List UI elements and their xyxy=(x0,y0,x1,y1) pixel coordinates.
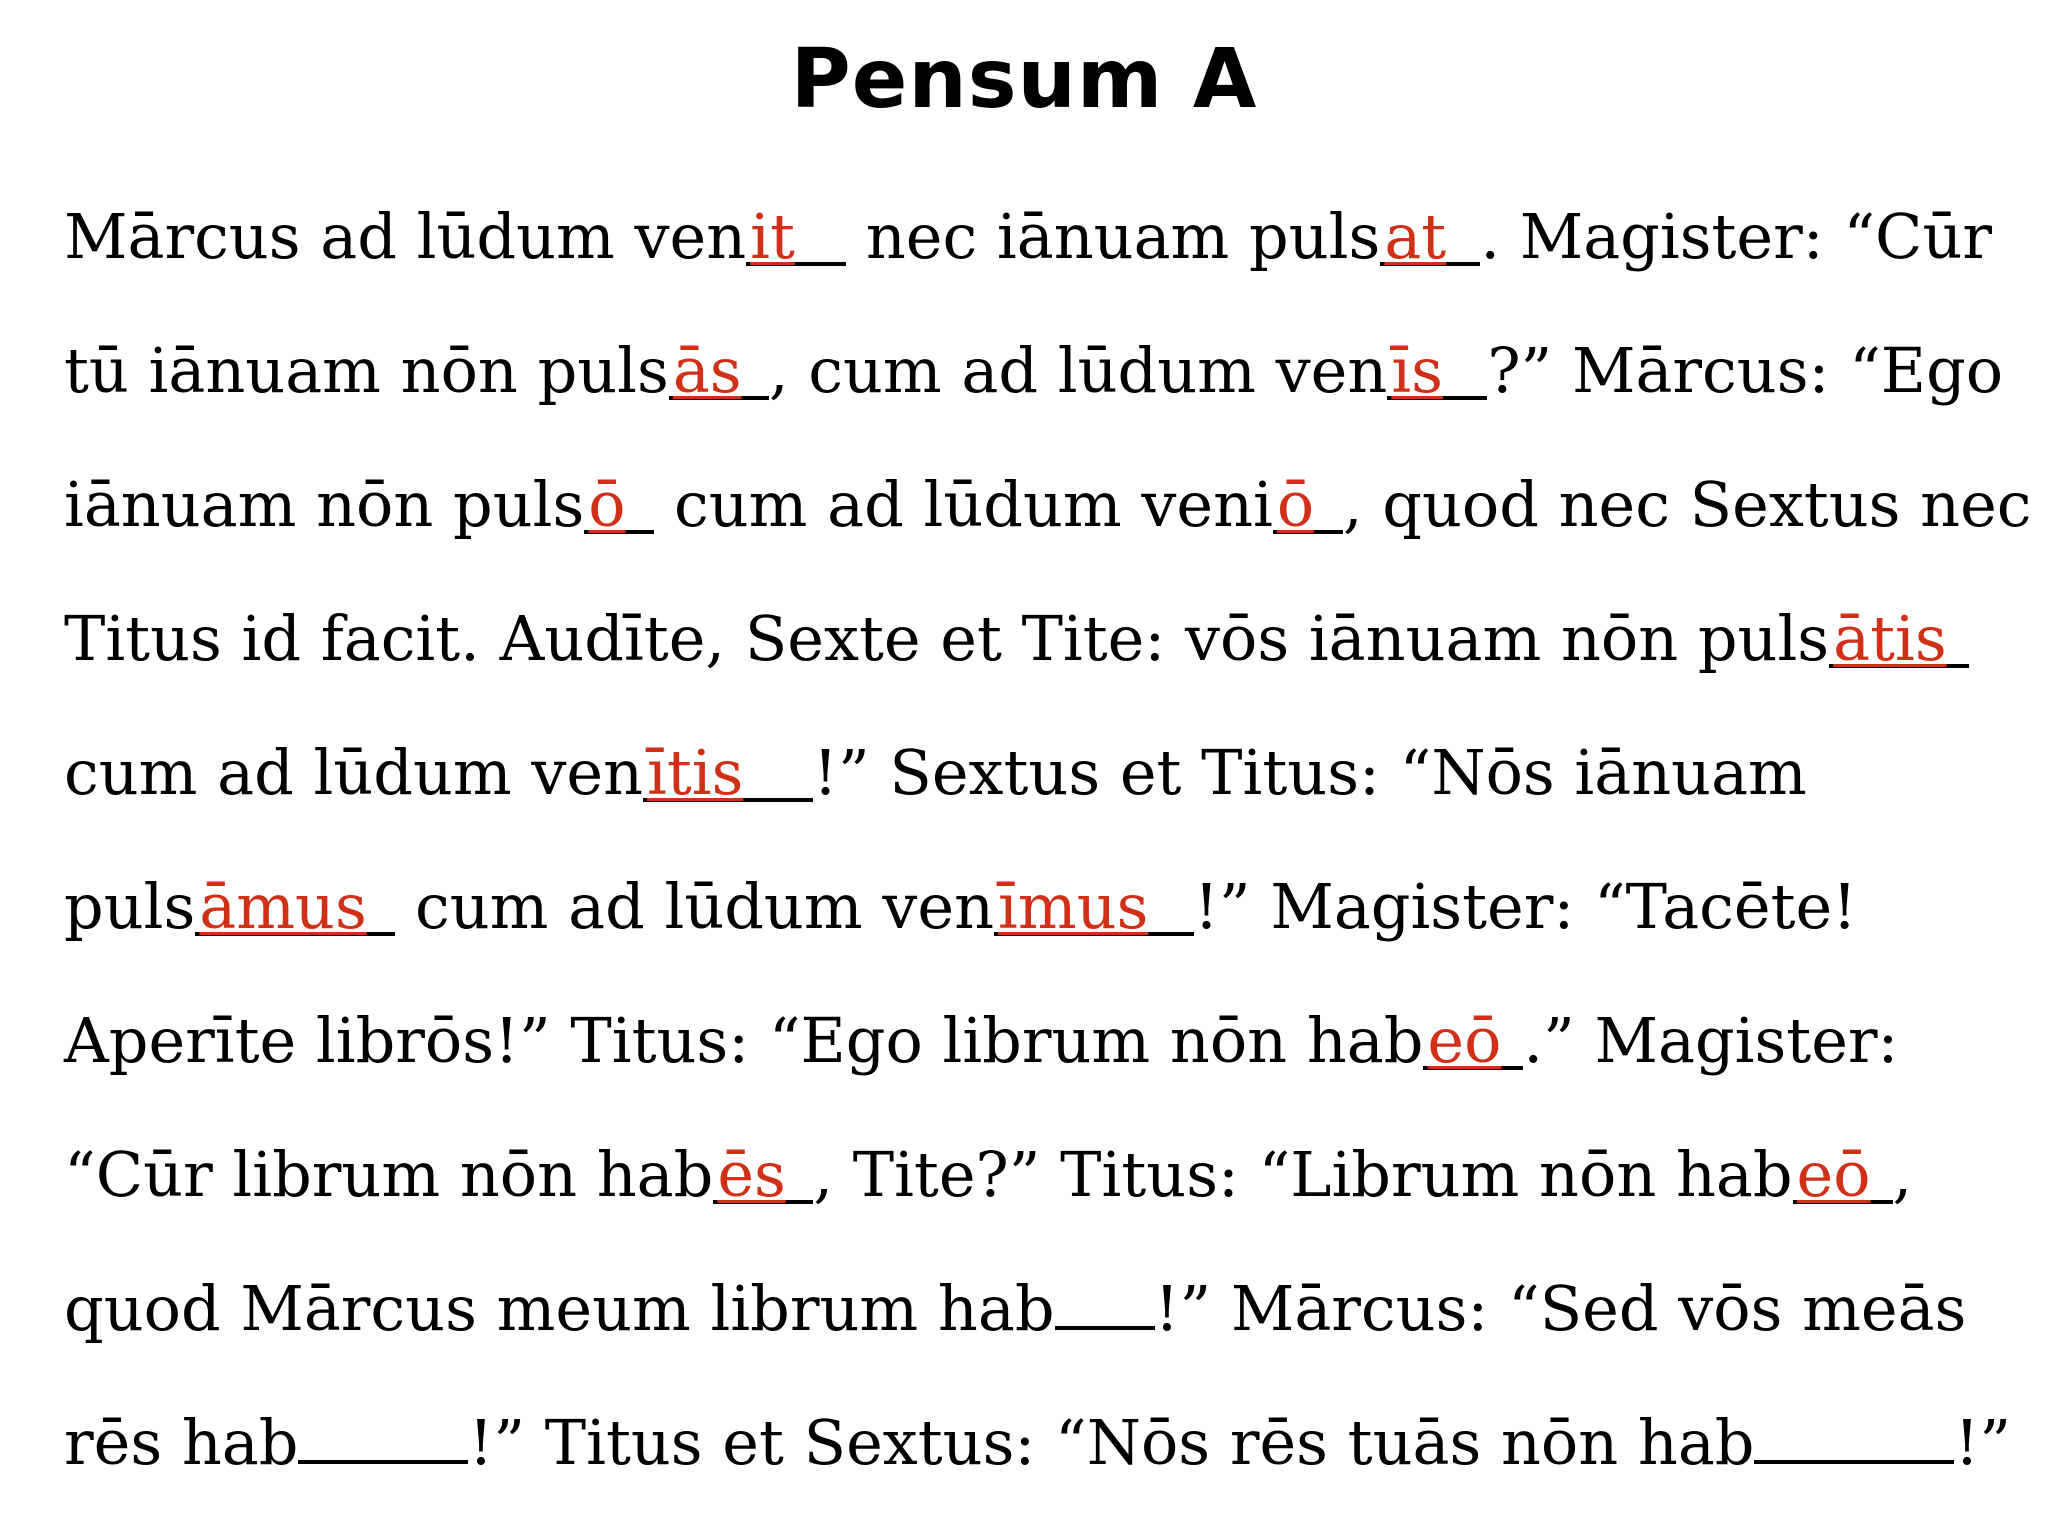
text-segment: !” Mārcus: “Sed vōs meās xyxy=(1154,1272,1967,1345)
fill-in-blank[interactable]: eō xyxy=(1793,1146,1893,1204)
text-segment: tū iānuam nōn puls xyxy=(64,334,669,407)
text-segment: , quod nec Sextus nec xyxy=(1342,468,2032,541)
fill-in-blank[interactable]: īs xyxy=(1387,342,1487,400)
fill-in-blank[interactable] xyxy=(1754,1406,1954,1464)
text-segment: “Cūr librum nōn hab xyxy=(64,1138,714,1211)
text-segment: Mārcus ad lūdum ven xyxy=(64,200,747,273)
text-line xyxy=(64,572,2024,706)
text-segment: rēs hab xyxy=(64,1406,299,1479)
fill-in-blank[interactable] xyxy=(1055,1272,1155,1330)
text-segment: cum ad lūdum veni xyxy=(654,468,1273,541)
fill-in-blank[interactable]: ītis xyxy=(643,744,813,802)
fill-in-blank[interactable] xyxy=(298,1406,468,1464)
text-line xyxy=(64,1242,2024,1376)
text-line xyxy=(64,840,2024,974)
text-line xyxy=(64,170,2024,304)
text-line xyxy=(64,1376,2024,1510)
fill-in-blank[interactable]: eō xyxy=(1423,1012,1523,1070)
text-segment: cum ad lūdum ven xyxy=(64,736,644,809)
fill-in-blank[interactable]: ō xyxy=(1273,476,1343,534)
text-segment: cum ad lūdum ven xyxy=(395,870,995,943)
text-segment: puls xyxy=(64,870,196,943)
fill-in-blank[interactable]: ēs xyxy=(713,1146,813,1204)
text-line xyxy=(64,974,2024,1108)
text-segment: !” Magister: “Tacēte! xyxy=(1194,870,1858,943)
text-segment: quod Mārcus meum librum hab xyxy=(64,1272,1055,1345)
text-segment: ?” Mārcus: “Ego xyxy=(1487,334,2004,407)
text-segment: , Tite?” Titus: “Librum nōn hab xyxy=(813,1138,1793,1211)
text-segment: !” xyxy=(1954,1406,2012,1479)
text-segment: , xyxy=(1892,1138,1913,1211)
exercise-text xyxy=(64,170,2032,1510)
fill-in-blank[interactable]: ō xyxy=(584,476,654,534)
text-line xyxy=(64,304,2024,438)
text-segment: !” Sextus et Titus: “Nōs iānuam xyxy=(813,736,1807,809)
fill-in-blank[interactable]: āmus xyxy=(195,878,395,936)
text-segment: .” Magister: xyxy=(1523,1004,1899,1077)
fill-in-blank[interactable]: it xyxy=(746,208,846,266)
text-segment: iānuam nōn puls xyxy=(64,468,585,541)
fill-in-blank[interactable]: ātis xyxy=(1829,610,1969,668)
text-segment: Titus id facit. Audīte, Sexte et Tite: vōs iānuam nōn puls xyxy=(64,602,1830,675)
fill-in-blank[interactable]: īmus xyxy=(994,878,1194,936)
text-line xyxy=(64,706,2024,840)
text-line xyxy=(64,1108,2024,1242)
text-line xyxy=(64,438,2032,572)
page-title: Pensum A xyxy=(790,32,1258,127)
fill-in-blank[interactable]: ās xyxy=(669,342,769,400)
fill-in-blank[interactable]: at xyxy=(1380,208,1480,266)
text-segment: nec iānuam puls xyxy=(846,200,1381,273)
text-segment: . Magister: “Cūr xyxy=(1480,200,1993,273)
text-segment: !” Titus et Sextus: “Nōs rēs tuās nōn hab xyxy=(468,1406,1755,1479)
text-segment: Aperīte librōs!” Titus: “Ego librum nōn hab xyxy=(64,1004,1424,1077)
text-segment: , cum ad lūdum ven xyxy=(768,334,1388,407)
